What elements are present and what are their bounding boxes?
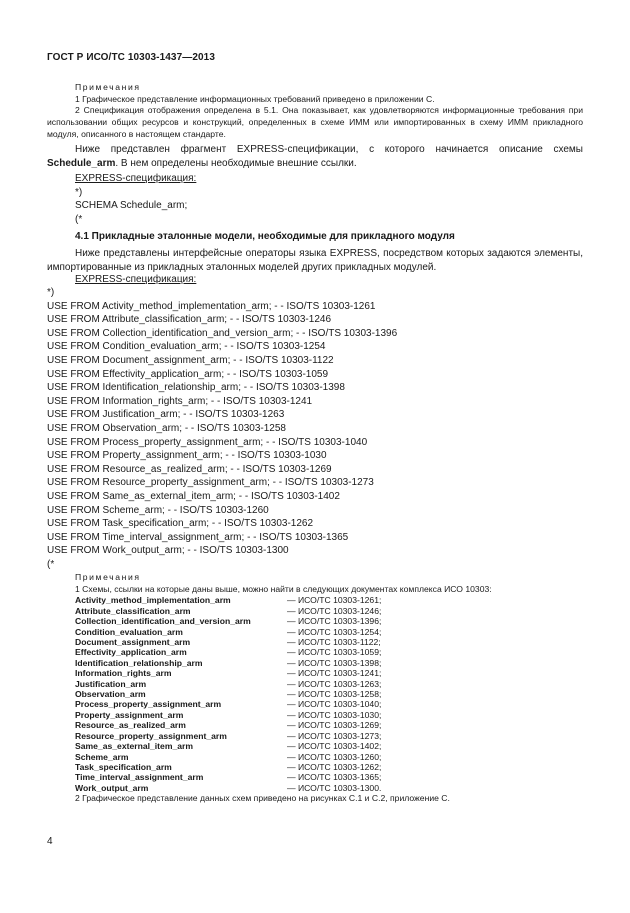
reference-row: Resource_as_realized_arm — ИСО/ТС 10303-1269;: [75, 720, 382, 731]
section-body: Ниже представлены интерфейсные операторы языка EXPRESS, посредством которых задаются элементы, импортированные из прикладных эталонных моделей других прикладных модулей.: [47, 248, 583, 273]
note-2: 2 Спецификация отображения определена в 5.1. Она показывает, как удовлетворяются информационные требования при использовании общих ресурсов и конструкций, определенных в схеме ИММ или импортированных в схему ИММ прикладного модуля, описанного в настоящем стандарте.: [47, 105, 583, 139]
code-line: USE FROM Work_output_arm; - - ISO/TS 10303-1300: [47, 545, 289, 557]
notes-title: Примечания: [75, 82, 141, 92]
reference-row: Attribute_classification_arm — ИСО/ТС 10303-1246;: [75, 605, 382, 616]
notes-block-1: [47, 82, 583, 141]
reference-row: Scheme_arm — ИСО/ТС 10303-1260;: [75, 751, 382, 762]
code-line: USE FROM Document_assignment_arm; - - ISO/TS 10303-1122: [47, 354, 334, 366]
code-line: USE FROM Same_as_external_item_arm; - - ISO/TS 10303-1402: [47, 490, 340, 502]
reference-row: Same_as_external_item_arm — ИСО/ТС 10303-1402;: [75, 741, 382, 752]
code-line: USE FROM Task_specification_arm; - - ISO/TS 10303-1262: [47, 518, 314, 530]
page-header: ГОСТ Р ИСО/ТС 10303-1437—2013: [47, 52, 215, 63]
express-label-2: EXPRESS-спецификация:: [75, 274, 197, 285]
code-line: USE FROM Condition_evaluation_arm; - - ISO/TS 10303-1254: [47, 341, 326, 353]
reference-row: Condition_evaluation_arm — ИСО/ТС 10303-1254;: [75, 626, 382, 637]
note-1: 1 Графическое представление информационных требований приведено в приложении С.: [75, 93, 435, 104]
comment-close: (*: [75, 213, 83, 225]
reference-row: Information_rights_arm — ИСО/ТС 10303-1241;: [75, 668, 382, 679]
express-block-1: [75, 172, 196, 226]
section-title: 4.1 Прикладные эталонные модели, необходимые для прикладного модуля: [75, 231, 455, 242]
reference-row: Activity_method_implementation_arm — ИСО/ТС 10303-1261;: [75, 595, 382, 606]
schema-name: Schedule_arm: [47, 157, 116, 169]
note-2-1: 1 Схемы, ссылки на которые даны выше, можно найти в следующих документах комплекса ИСО 10303:: [75, 583, 492, 594]
comment-open: *): [75, 186, 83, 198]
reference-row: Task_specification_arm — ИСО/ТС 10303-1262;: [75, 761, 382, 772]
schema-line: SCHEMA Schedule_arm;: [75, 200, 188, 212]
code-line: USE FROM Activity_method_implementation_arm; - - ISO/TS 10303-1261: [47, 300, 376, 312]
reference-row: Effectivity_application_arm — ИСО/ТС 10303-1059;: [75, 647, 382, 658]
reference-row: Property_assignment_arm — ИСО/ТС 10303-1030;: [75, 709, 382, 720]
intro-paragraph: [47, 143, 583, 170]
reference-row: Process_property_assignment_arm — ИСО/ТС 10303-1040;: [75, 699, 382, 710]
code-line: USE FROM Collection_identification_and_version_arm; - - ISO/TS 10303-1396: [47, 327, 398, 339]
reference-row: Observation_arm — ИСО/ТС 10303-1258;: [75, 689, 382, 700]
code-line: USE FROM Observation_arm; - - ISO/TS 10303-1258: [47, 422, 286, 434]
notes-title-2: Примечания: [75, 572, 141, 582]
code-line: USE FROM Scheme_arm; - - ISO/TS 10303-1260: [47, 504, 269, 516]
express-code-block: [47, 286, 397, 571]
code-line: USE FROM Resource_property_assignment_arm; - - ISO/TS 10303-1273: [47, 477, 374, 489]
reference-list: [47, 595, 583, 793]
notes-block-2: [47, 572, 583, 805]
reference-row: Justification_arm — ИСО/ТС 10303-1263;: [75, 678, 382, 689]
reference-row: Time_interval_assignment_arm — ИСО/ТС 10303-1365;: [75, 772, 382, 783]
code-line: USE FROM Effectivity_application_arm; - - ISO/TS 10303-1059: [47, 368, 329, 380]
code-line: USE FROM Property_assignment_arm; - - ISO/TS 10303-1030: [47, 450, 327, 462]
intro-text-after: . В нем определены необходимые внешние ссылки.: [115, 157, 357, 169]
code-line: USE FROM Attribute_classification_arm; - - ISO/TS 10303-1246: [47, 314, 331, 326]
reference-row: Collection_identification_and_version_arm — ИСО/ТС 10303-1396;: [75, 616, 382, 627]
reference-row: Work_output_arm — ИСО/ТС 10303-1300.: [75, 782, 382, 793]
code-line: USE FROM Resource_as_realized_arm; - - ISO/TS 10303-1269: [47, 463, 332, 475]
code-line: USE FROM Information_rights_arm; - - ISO/TS 10303-1241: [47, 395, 313, 407]
note-2-2: 2 Графическое представление данных схем приведено на рисунках С.1 и С.2, приложение С.: [75, 793, 450, 804]
code-comment-close: (*: [47, 558, 55, 570]
express-label: EXPRESS-спецификация:: [75, 173, 197, 184]
reference-row: Resource_property_assignment_arm — ИСО/ТС 10303-1273;: [75, 730, 382, 741]
page-number: 4: [47, 836, 53, 847]
code-line: USE FROM Process_property_assignment_arm; - - ISO/TS 10303-1040: [47, 436, 368, 448]
code-line: USE FROM Justification_arm; - - ISO/TS 10303-1263: [47, 409, 285, 421]
code-line: USE FROM Identification_relationship_arm; - - ISO/TS 10303-1398: [47, 382, 345, 394]
reference-row: Identification_relationship_arm — ИСО/ТС 10303-1398;: [75, 657, 382, 668]
code-comment-open: *): [47, 287, 55, 298]
code-line: USE FROM Time_interval_assignment_arm; - - ISO/TS 10303-1365: [47, 531, 349, 543]
reference-row: Document_assignment_arm — ИСО/ТС 10303-1122;: [75, 637, 381, 648]
intro-text-before: Ниже представлен фрагмент EXPRESS-спецификации, с которого начинается описание схемы: [75, 144, 583, 155]
